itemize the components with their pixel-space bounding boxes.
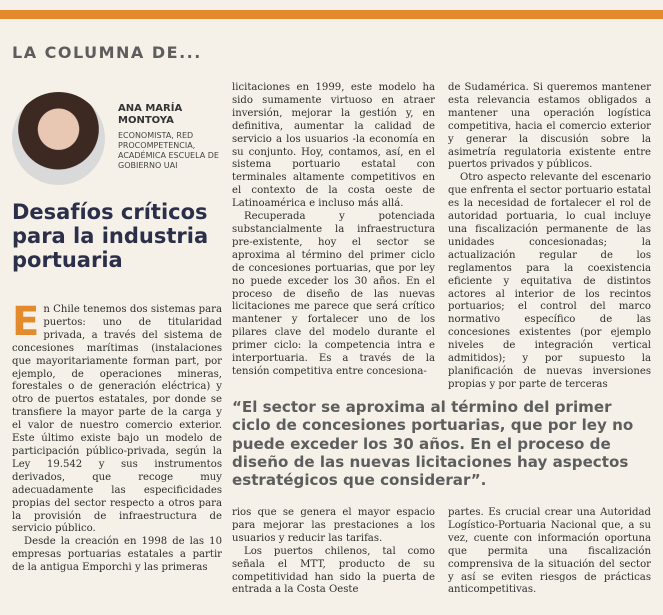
col2-bottom-paragraph-2: Los puertos chilenos, tal como señala el MTT, producto de su competitividad han sido la puerta de entrada a la Costa Oeste [232,545,435,596]
column-2-top [232,82,435,379]
col2-paragraph-2: Recuperada y potenciada substancialmente la infraestructura pre-existente, hoy el sector se aproxima al término del primer ciclo de concesiones portuarias, que por ley no puede exceder los 30 años. En el proceso de diseño de las nuevas licitaciones me parece que será crítico mantener y fortalecer uno de los pilares clave del modelo durante el primer ciclo: la competencia intra e interportuaria. Es a través de la tensión competitiva entre concesiona- [232,211,435,377]
drop-cap: E [12,299,40,345]
col1-paragraph-1 [12,299,222,536]
col3-paragraph-2: Otro aspecto relevante del escenario que enfrenta el sector portuario estatal es la necesidad de fortalecer el rol de autoridad portuaria, lo cual incluye una fiscalización permanente de las unidades concesionadas; la actualización regular de los reglamentos para la coexistencia eficiente y equitativa de distintos actores al interior de los recintos portuarios; el control del marco normativo específico de las concesiones existentes (por ejemplo niveles de integración vertical admitidos); y por supuesto la planificación de nuevas inversiones propias y por parte de terceras [448,172,651,390]
column-1 [12,299,222,575]
col1-paragraph-2: Desde la creación en 1998 de las 10 empresas portuarias estatales a partir de la antigua Emporchi y las primeras [12,536,222,574]
top-accent-bar [0,10,663,19]
author-role: ECONOMISTA, RED PROCOMPETENCIA, ACADÉMICA ESCUELA DE GOBIERNO UAI [118,131,219,170]
col1-paragraph-1-text: n Chile tenemos dos sistemas para puertos: uno de titularidad privada, a través del sistema de concesiones marítimas (instalaciones que mayoritariamente forman part, por ejemplo, de operaciones mineras, forestales o de generación eléctrica) y otro de puertos estatales, por donde se transfiere la mayor parte de la carga y el valor de nuestro comercio exterior. Este último existe bajo un modelo de participación público-privada, según la Ley 19.542 y sus instrumentos derivados, que recoge muy adecuadamente las especificidades propias del sector respecto a otros para la provisión de infraestructura de servicio público. [12,304,222,535]
column-3-bottom [448,507,651,597]
section-label: LA COLUMNA DE... [12,43,202,62]
author-name: ANA MARÍA MONTOYA [118,103,183,126]
col2-paragraph-1: licitaciones en 1999, este modelo ha sido sumamente virtuoso en atraer inversión, mejorar la gestión y, en definitiva, aumentar la calidad de servicio a los usuarios -la economía en su conjunto. Hoy, contamos, así, en el sistema portuario estatal con terminales altamente competitivos en el contexto de la costa oeste de Latinoamérica e incluso más allá. [232,82,435,210]
column-2-bottom [232,507,435,597]
col3-bottom-paragraph: partes. Es crucial crear una Autoridad Logístico-Portuaria Nacional que, a su vez, cuente con información oportuna que permita una fiscalización comprensiva de la situación del sector y así se eviten riesgos de prácticas anticompetitivas. [448,507,651,596]
col2-bottom-paragraph-1: rios que se genera el mayor espacio para mejorar las prestaciones a los usuarios y reducir las tarifas. [232,507,435,544]
column-3-top [448,82,651,392]
col3-paragraph-1: de Sudamérica. Si queremos mantener esta relevancia estamos obligados a mantener una operación logística competitiva, hacia el comercio exterior y generar la discusión sobre la asimetría regulatoria existente entre puertos privados y públicos. [448,82,651,171]
pull-quote: “El sector se aproxima al término del primer ciclo de concesiones portuarias, que por ley no puede exceder los 30 años. En el proceso de diseño de las nuevas licitaciones hay aspectos estratégicos que considerar”. [232,398,634,490]
author-photo [12,92,105,185]
headline: Desafíos críticos para la industria portuaria [12,200,209,272]
